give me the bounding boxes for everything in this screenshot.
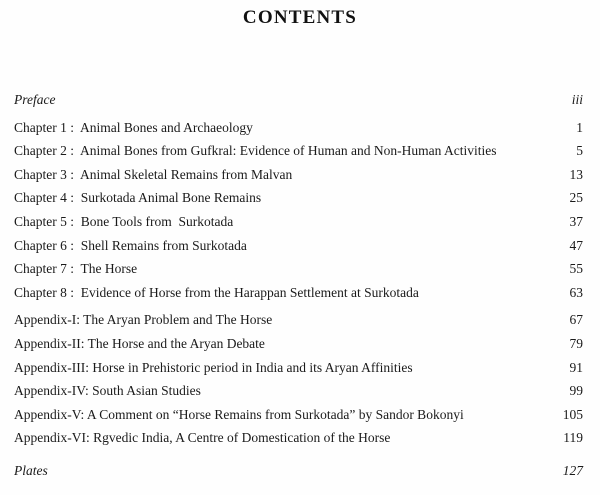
toc-entry [14, 210, 583, 234]
toc-entry-page: 127 [562, 462, 583, 478]
toc-entry [14, 281, 583, 305]
toc-entry-label: Chapter 3 : Animal Skeletal Remains from Malvan [14, 166, 293, 182]
toc-entry [14, 308, 583, 332]
toc-entry [14, 426, 583, 450]
toc-entry [14, 88, 583, 112]
toc-entry-label: Appendix-III: Horse in Prehistoric period in India and its Aryan Affinities [14, 359, 413, 375]
toc-entry-page: 25 [569, 190, 583, 206]
toc-entry-page: 79 [569, 335, 583, 351]
toc-entry-page: 119 [563, 430, 583, 446]
toc-entry-label: Appendix-I: The Aryan Problem and The Horse [14, 312, 273, 328]
toc-entry [14, 379, 583, 403]
toc-entry [14, 403, 583, 427]
toc-entry [14, 163, 583, 187]
toc-entry [14, 186, 583, 210]
toc-entry-label: Chapter 1 : Animal Bones and Archaeology [14, 119, 253, 135]
toc-entry-label: Chapter 8 : Evidence of Horse from the Harappan Settlement at Surkotada [14, 284, 419, 300]
toc-entry [14, 332, 583, 356]
toc-entry-label: Chapter 7 : The Horse [14, 261, 138, 277]
toc-entry [14, 257, 583, 281]
toc-entry-page: 1 [576, 119, 583, 135]
toc-entry-page: 13 [569, 166, 583, 182]
toc-entry [14, 234, 583, 258]
toc-entry-label: Appendix-IV: South Asian Studies [14, 383, 201, 399]
toc-entry-page: 63 [569, 284, 583, 300]
toc-entry-label: Chapter 2 : Animal Bones from Gufkral: Evidence of Human and Non-Human Activities [14, 143, 497, 159]
page-title: CONTENTS [242, 7, 358, 28]
toc-entry-page: 67 [569, 312, 583, 328]
toc-list [14, 88, 583, 483]
toc-entry [14, 356, 583, 380]
toc-entry-page: 105 [562, 406, 583, 422]
toc-entry [14, 116, 583, 140]
toc-entry-label: Preface [14, 92, 56, 107]
toc-entry-label: Chapter 5 : Bone Tools from Surkotada [14, 213, 234, 229]
toc-entry-label: Chapter 4 : Surkotada Animal Bone Remains [14, 190, 262, 206]
toc-entry-label: Appendix-V: A Comment on “Horse Remains from Surkotada” by Sandor Bokonyi [14, 406, 464, 422]
toc-entry-page: 91 [569, 359, 583, 375]
toc-entry-page: 5 [576, 143, 583, 159]
toc-entry-page: iii [571, 92, 583, 107]
toc-entry-page: 99 [569, 383, 583, 399]
toc-entry-page: 37 [569, 213, 583, 229]
toc-entry-label: Appendix-II: The Horse and the Aryan Debate [14, 335, 265, 351]
toc-entry [14, 139, 583, 163]
toc-entry-page: 47 [569, 237, 583, 253]
toc-entry-page: 55 [569, 261, 583, 277]
toc-entry [14, 459, 583, 483]
toc-entry-label: Appendix-VI: Rgvedic India, A Centre of Domestication of the Horse [14, 430, 391, 446]
toc-entry-label: Plates [14, 462, 48, 478]
toc-entry-label: Chapter 6 : Shell Remains from Surkotada [14, 237, 247, 253]
